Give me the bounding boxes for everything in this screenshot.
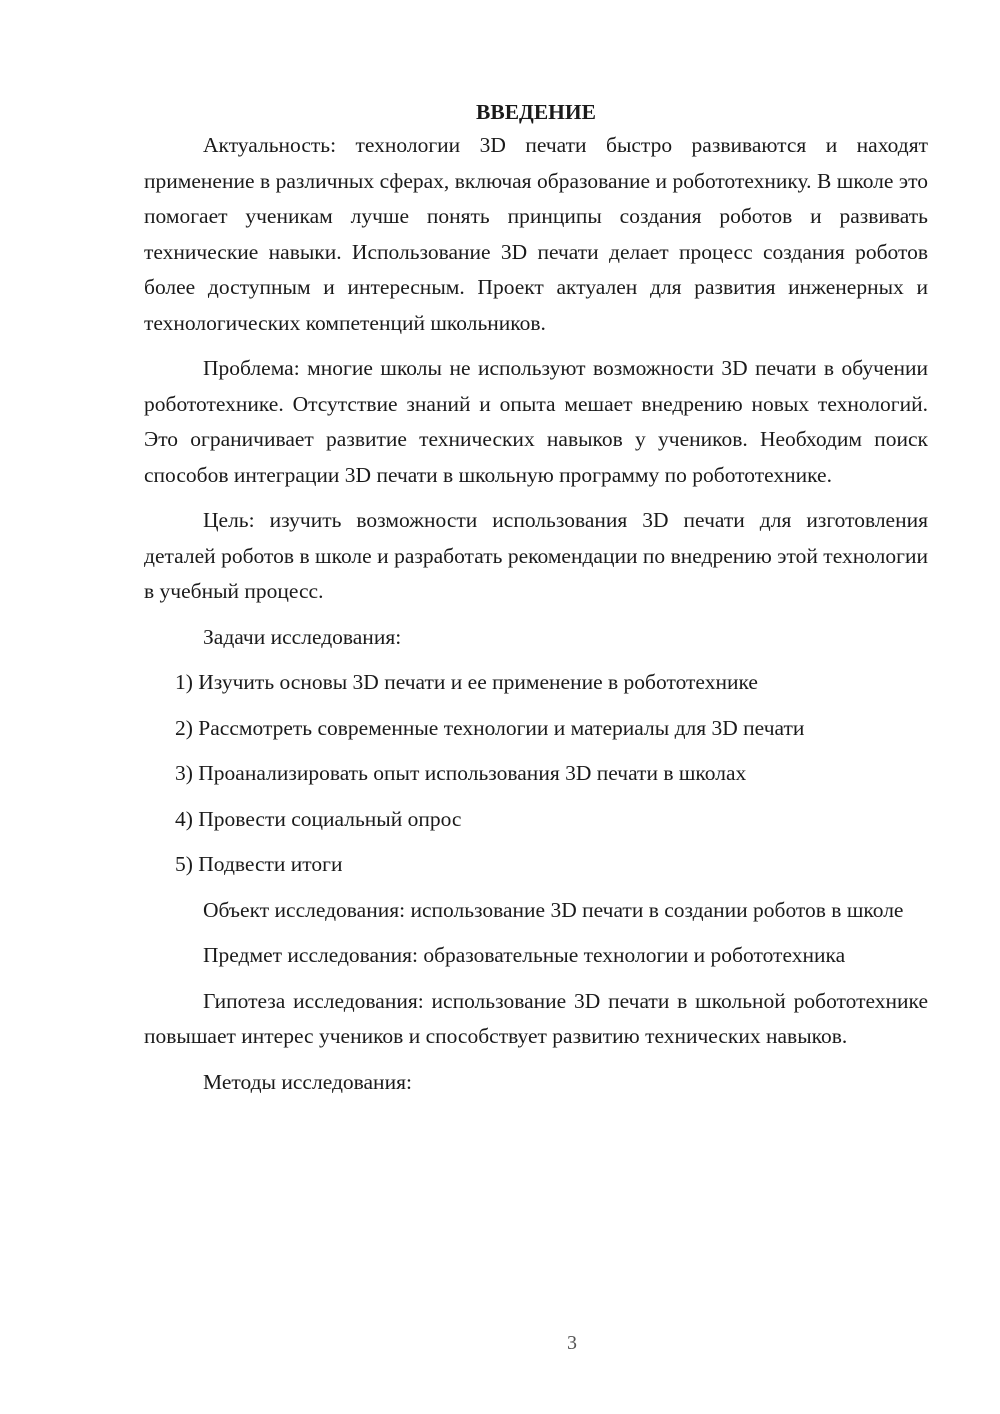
- list-item: 3) Проанализировать опыт использования 3D печати в школах: [175, 761, 747, 785]
- page-title: ВВЕДЕНИЕ: [476, 100, 596, 124]
- list-item: 2) Рассмотреть современные технологии и материалы для 3D печати: [175, 715, 805, 740]
- tasks-list: [144, 665, 928, 883]
- page-content: [144, 97, 928, 1110]
- list-item: 1) Изучить основы 3D печати и ее применение в робототехнике: [175, 670, 758, 694]
- hypothesis-paragraph: Гипотеза исследования: использование 3D печати в школьной робототехнике повышает интерес учеников и способствует развитию технических навыков.: [144, 988, 928, 1048]
- page-number: 3: [567, 1332, 577, 1354]
- object-paragraph: Объект исследования: использование 3D печати в создании роботов в школе: [203, 897, 904, 922]
- tasks-heading: Задачи исследования:: [203, 624, 402, 649]
- goal-paragraph: Цель: изучить возможности использования 3D печати для изготовления деталей роботов в школе и разработать рекомендации по внедрению этой технологии в учебный процесс.: [144, 508, 928, 603]
- relevance-paragraph: Актуальность: технологии 3D печати быстро развиваются и находят применение в различных сферах, включая образование и робототехнику. В школе это помогает ученикам лучше понять принципы создания роботов и развивать технические навыки. Использование 3D печати делает процесс создания роботов более доступным и интересным. Проект актуален для развития инженерных и технологических компетенций школьников.: [144, 133, 928, 335]
- list-item: 5) Подвести итоги: [175, 852, 343, 876]
- subject-paragraph: Предмет исследования: образовательные технологии и робототехника: [203, 943, 846, 967]
- list-item: 4) Провести социальный опрос: [175, 806, 462, 831]
- methods-heading: Методы исследования:: [203, 1069, 412, 1094]
- problem-paragraph: Проблема: многие школы не используют возможности 3D печати в обучении робототехнике. Отсутствие знаний и опыта мешает внедрению новых технологий. Это ограничивает развитие технических навыков у учеников. Необходим поиск способов интеграции 3D печати в школьную программу по робототехнике.: [144, 356, 928, 487]
